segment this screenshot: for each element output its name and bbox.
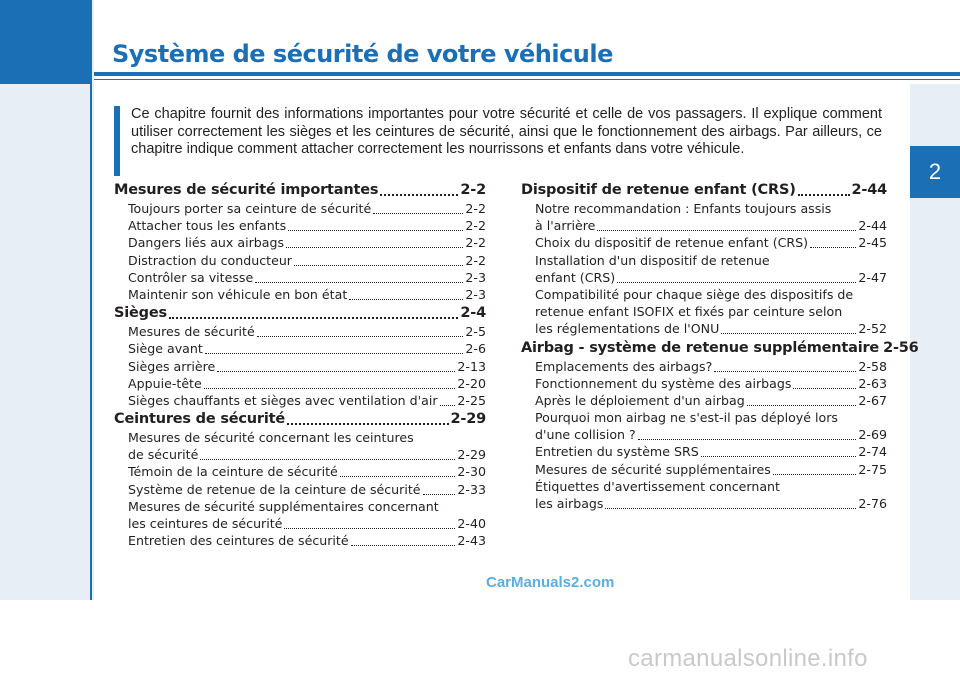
toc-item-entry[interactable] xyxy=(114,463,486,480)
toc-item-label-line: Mesures de sécurité supplémentaires concernant xyxy=(128,498,439,514)
toc-item-page: 2-69 xyxy=(858,427,887,443)
toc-item-page: 2-2 xyxy=(465,201,486,216)
toc-item-label: Sièges chauffants et sièges avec ventilation d'air xyxy=(128,392,438,408)
toc-leader-dots xyxy=(257,327,464,337)
toc-item-label-line: Installation d'un dispositif de retenue xyxy=(535,252,770,268)
toc-item-label: Entretien du système SRS xyxy=(535,444,699,460)
toc-item-page: 2-5 xyxy=(465,324,486,340)
toc-item-entry[interactable] xyxy=(114,217,486,234)
toc-item-entry[interactable] xyxy=(521,461,887,478)
toc-item-label: Mesures de sécurité supplémentaires xyxy=(535,461,771,477)
toc-item-entry[interactable] xyxy=(114,515,486,532)
toc-item-label: Contrôler sa vitesse xyxy=(128,269,254,285)
intro-accent-bar xyxy=(114,106,120,176)
toc-item-label: Sièges arrière xyxy=(128,358,216,374)
toc-item-entry[interactable] xyxy=(114,375,486,392)
toc-leader-dots xyxy=(340,467,456,477)
watermark: CarManuals2.com xyxy=(486,574,615,591)
footer-site-watermark: carmanualsonline.info xyxy=(628,645,868,672)
toc-section-title: Sièges xyxy=(114,305,167,322)
toc-right-column xyxy=(521,180,919,512)
toc-item-label: d'une collision ? xyxy=(535,427,636,443)
toc-leader-dots xyxy=(638,430,857,440)
toc-leader-dots xyxy=(349,290,463,300)
toc-item-entry[interactable] xyxy=(521,320,887,337)
toc-leader-dots xyxy=(810,238,856,248)
toc-section-page: 2-4 xyxy=(460,305,486,322)
toc-section-title: Airbag - système de retenue supplémentaire xyxy=(521,339,880,356)
toc-section-title: Dispositif de retenue enfant (CRS) xyxy=(521,182,796,198)
toc-item-page: 2-45 xyxy=(858,235,887,251)
toc-item-entry[interactable] xyxy=(114,234,486,251)
toc-item-label: les réglementations de l'ONU xyxy=(535,321,720,337)
toc-leader-dots xyxy=(701,447,857,457)
toc-item-page: 2-58 xyxy=(858,358,887,374)
toc-item-page: 2-29 xyxy=(457,447,486,463)
toc-leader-dots xyxy=(597,221,856,231)
toc-leader-dots xyxy=(373,204,463,214)
toc-leader-dots xyxy=(605,499,856,509)
toc-item-page: 2-76 xyxy=(858,496,887,511)
toc-item-label: de sécurité xyxy=(128,447,199,463)
toc-item-label: Dangers liés aux airbags xyxy=(128,235,285,251)
toc-item-entry[interactable] xyxy=(521,443,887,460)
toc-item-label: Emplacements des airbags? xyxy=(535,358,713,374)
toc-item-label-line: Pourquoi mon airbag ne s'est-il pas déployé lors xyxy=(535,410,838,426)
header-rule xyxy=(94,72,960,76)
toc-left-column xyxy=(114,180,486,549)
toc-item-label: à l'arrière xyxy=(535,218,596,234)
toc-item-entry[interactable] xyxy=(114,340,486,357)
toc-item-label: Mesures de sécurité xyxy=(128,324,255,340)
toc-section-entry[interactable] xyxy=(114,180,486,200)
toc-item-page: 2-67 xyxy=(858,392,887,408)
left-margin-band xyxy=(0,0,92,600)
toc-item-page: 2-2 xyxy=(465,218,486,234)
toc-leader-dots xyxy=(294,256,463,266)
toc-item-entry[interactable] xyxy=(521,392,887,409)
toc-item-page: 2-47 xyxy=(858,269,887,285)
toc-item-label: Maintenir son véhicule en bon état xyxy=(128,286,348,302)
toc-item-label: Témoin de la ceinture de sécurité xyxy=(128,464,338,480)
toc-item-page: 2-63 xyxy=(858,375,887,391)
toc-item-page: 2-33 xyxy=(457,481,486,497)
toc-leader-dots xyxy=(380,185,458,196)
toc-item-label: enfant (CRS) xyxy=(535,269,616,285)
toc-item-entry[interactable] xyxy=(114,200,486,217)
toc-item-label: Distraction du conducteur xyxy=(128,252,292,268)
toc-item-entry[interactable] xyxy=(114,358,486,375)
toc-leader-dots xyxy=(423,485,456,495)
toc-item-label-line: Mesures de sécurité concernant les ceintures xyxy=(128,430,414,446)
toc-leader-dots xyxy=(773,465,857,475)
toc-leader-dots xyxy=(169,308,458,319)
toc-item-entry[interactable] xyxy=(114,446,486,463)
toc-section-title: Mesures de sécurité importantes xyxy=(114,182,379,198)
toc-item-page: 2-40 xyxy=(457,516,486,531)
toc-leader-dots xyxy=(714,362,856,372)
toc-item-page: 2-30 xyxy=(457,464,486,480)
toc-section-page: 2-44 xyxy=(851,182,887,198)
toc-leader-dots xyxy=(721,324,856,334)
toc-item-page: 2-52 xyxy=(858,321,887,337)
toc-leader-dots xyxy=(217,362,455,372)
toc-item-page: 2-25 xyxy=(457,392,486,408)
toc-leader-dots xyxy=(284,519,455,529)
toc-item-entry[interactable] xyxy=(114,269,486,286)
toc-leader-dots xyxy=(204,379,456,389)
toc-item-label: Appuie-tête xyxy=(128,375,202,391)
toc-leader-dots xyxy=(617,273,856,283)
toc-leader-dots xyxy=(200,450,455,460)
toc-item-entry[interactable] xyxy=(114,532,486,549)
chapter-tab[interactable]: 2 xyxy=(910,146,960,198)
toc-item-label: Fonctionnement du système des airbags xyxy=(535,375,792,391)
toc-item-label: Système de retenue de la ceinture de sécurité xyxy=(128,481,421,497)
toc-item-label-line: Notre recommandation : Enfants toujours assis xyxy=(535,201,832,216)
page-title: Système de sécurité de votre véhicule xyxy=(112,40,613,68)
toc-item-label: Entretien des ceintures de sécurité xyxy=(128,533,349,549)
toc-item-label: Attacher tous les enfants xyxy=(128,218,287,234)
toc-item-label-line: Compatibilité pour chaque siège des dispositifs de xyxy=(535,286,854,302)
toc-leader-dots xyxy=(351,536,456,546)
toc-item-page: 2-3 xyxy=(465,286,486,302)
toc-section-page: 2-29 xyxy=(450,411,486,428)
toc-item-page: 2-2 xyxy=(465,235,486,251)
header-rule-thin xyxy=(94,79,960,80)
toc-item-entry[interactable] xyxy=(114,392,486,409)
toc-item-label: les airbags xyxy=(535,496,604,511)
toc-section-entry[interactable] xyxy=(521,338,919,358)
intro-paragraph: Ce chapitre fournit des informations importantes pour votre sécurité et celle de vos passagers. Il explique comment utiliser correctement les sièges et les ceintures de sécurité, ainsi que le fonctionnement des airbags. Par ailleurs, ce chapitre indique comment attacher correctement les nourrissons et enfants dans votre véhicule. xyxy=(131,106,882,157)
toc-item-entry[interactable] xyxy=(521,495,887,512)
toc-item-label: les ceintures de sécurité xyxy=(128,516,283,531)
toc-leader-dots xyxy=(255,273,463,283)
toc-leader-dots xyxy=(440,396,456,406)
toc-item-label-line: retenue enfant ISOFIX et fixés par ceinture selon xyxy=(535,304,843,320)
toc-leader-dots xyxy=(747,396,857,406)
toc-item-page: 2-6 xyxy=(465,341,486,357)
toc-item-entry[interactable] xyxy=(114,252,486,269)
toc-item-entry[interactable] xyxy=(521,217,887,234)
toc-section-page: 2-2 xyxy=(460,182,486,198)
toc-section-entry[interactable] xyxy=(114,409,486,429)
toc-item-page: 2-75 xyxy=(858,461,887,477)
toc-item-label: Choix du dispositif de retenue enfant (CRS) xyxy=(535,235,809,251)
toc-item-page: 2-43 xyxy=(457,533,486,549)
toc-item-page: 2-2 xyxy=(465,252,486,268)
toc-leader-dots xyxy=(798,185,850,196)
toc-section-entry[interactable] xyxy=(521,180,887,200)
toc-section-page: 2-56 xyxy=(883,339,919,356)
toc-item-entry[interactable] xyxy=(521,269,887,286)
toc-leader-dots xyxy=(287,414,448,425)
toc-leader-dots xyxy=(286,238,463,248)
toc-item-label-line: Étiquettes d'avertissement concernant xyxy=(535,478,780,494)
toc-section-title: Ceintures de sécurité xyxy=(114,411,286,428)
toc-item-label: Siège avant xyxy=(128,341,203,357)
toc-item-label: Après le déploiement d'un airbag xyxy=(535,392,745,408)
toc-item-entry[interactable] xyxy=(521,375,887,392)
toc-leader-dots xyxy=(205,344,464,354)
toc-item-entry[interactable] xyxy=(521,358,887,375)
toc-item-page: 2-20 xyxy=(457,375,486,391)
toc-item-entry[interactable] xyxy=(114,323,486,340)
toc-item-entry[interactable] xyxy=(114,286,486,303)
toc-leader-dots xyxy=(793,379,856,389)
toc-item-page: 2-13 xyxy=(457,358,486,374)
toc-item-page: 2-3 xyxy=(465,269,486,285)
toc-item-page: 2-44 xyxy=(858,218,887,234)
toc-leader-dots xyxy=(288,221,463,231)
toc-item-entry[interactable] xyxy=(521,426,887,443)
toc-item-entry[interactable] xyxy=(521,234,887,251)
toc-section-entry[interactable] xyxy=(114,303,486,323)
toc-item-page: 2-74 xyxy=(858,444,887,460)
toc-item-entry[interactable] xyxy=(114,481,486,498)
corner-color-block xyxy=(0,0,92,84)
toc-item-label: Toujours porter sa ceinture de sécurité xyxy=(128,201,372,216)
